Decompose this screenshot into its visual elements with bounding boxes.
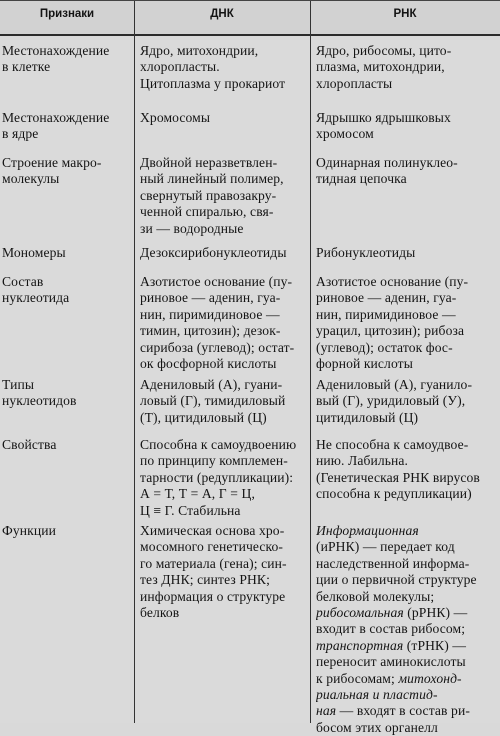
dna-cell: Способна к самоудвоению по принципу комплемен- тарности (редупликации): А = Т, Т = А, Г = Ц, Ц ≡ Г. Стабильна <box>140 437 297 518</box>
dna-cell: Двойной неразветвлен- ный линейный полимер, свернутый правозакру- ченной спиралью, свя- зи — водородные <box>140 155 284 236</box>
rna-function-text: (рРНК) — входит в состав рибосом; <box>316 605 468 637</box>
header-divider <box>134 1 135 37</box>
feature-cell: Состав нуклеотида <box>2 274 70 306</box>
rna-cell: Азотистое основание (пу- риновое — аденин, гуа- нин, пиримидиновое — урацил, цитозин); рибоза (углевод); остаток фос- форной кислоты <box>316 274 469 372</box>
rna-cell: Одинарная полинуклео- тидная цепочка <box>316 155 458 187</box>
table-row <box>0 110 500 150</box>
feature-cell: Свойства <box>2 437 57 452</box>
feature-cell: Местонахождение в ядре <box>2 110 110 142</box>
feature-cell: Типы нуклеотидов <box>2 377 77 409</box>
dna-cell: Хромосомы <box>140 110 211 125</box>
dna-cell: Азотистое основание (пу- риновое — аденин, гуа- нин, пиримидиновое — тимин, цитозин); дезок- сирибоза (углевод); остат- ок фосфорной кислоты <box>140 274 295 372</box>
table-row <box>0 377 500 432</box>
table-row <box>0 245 500 267</box>
table-row <box>0 274 500 376</box>
feature-cell: Местонахождение в клетке <box>2 43 110 75</box>
table-row <box>0 43 500 103</box>
rna-cell: Не способна к самоудвое- нию. Лабильна. (Генетическая РНК вирусов способна к редупликации) <box>316 437 480 502</box>
rna-type-term: транспортная <box>316 637 404 653</box>
feature-cell: Строение макро- молекулы <box>2 155 102 187</box>
rna-cell: Рибонуклеотиды <box>316 245 416 260</box>
rna-cell <box>316 523 498 736</box>
rna-type-term: митохонд- риальная и пластид- ная <box>316 670 462 719</box>
header-features: Признаки <box>39 8 95 20</box>
feature-cell: Функции <box>2 523 56 538</box>
rna-cell: Ядро, рибосомы, цито- плазма, митохондрии, хлоропласты <box>316 43 452 91</box>
rna-function-text: (тРНК) — переносит аминокислоты к рибосомам; <box>316 637 467 686</box>
table-row <box>0 155 500 245</box>
table-row <box>0 523 500 735</box>
rna-type-term: Информационная <box>316 523 419 538</box>
table-header <box>0 0 500 36</box>
header-dna: ДНК <box>210 8 234 20</box>
header-divider <box>310 1 311 37</box>
rna-function-text: (иРНК) — передает код наследственной информа- ции о первичной структуре белковой молекулы; <box>316 539 477 604</box>
dna-cell: Химическая основа хро- мосомного генетическо- го материала (гена); син- тез ДНК; синтез РНК; информация о структуре белков <box>140 523 287 621</box>
feature-cell: Мономеры <box>2 245 66 260</box>
header-rna: РНК <box>393 8 417 20</box>
dna-cell: Адениловый (А), гуани- ловый (Г), тимидиловый (Т), цитидиловый (Ц) <box>140 377 286 425</box>
rna-type-term: рибосомальная <box>316 605 404 621</box>
rna-function-text: — входят в состав ри- босом этих органелл <box>316 703 470 735</box>
rna-cell: Адениловый (А), гуанило- вый (Г), уридиловый (У), цитидиловый (Ц) <box>316 377 473 425</box>
rna-cell: Ядрышко ядрышковых хромосом <box>316 110 451 142</box>
dna-cell: Дезоксирибонуклеотиды <box>140 245 287 260</box>
dna-cell: Ядро, митохондрии, хлоропласты. Цитоплазма у прокариот <box>140 43 286 91</box>
table-row <box>0 437 500 522</box>
